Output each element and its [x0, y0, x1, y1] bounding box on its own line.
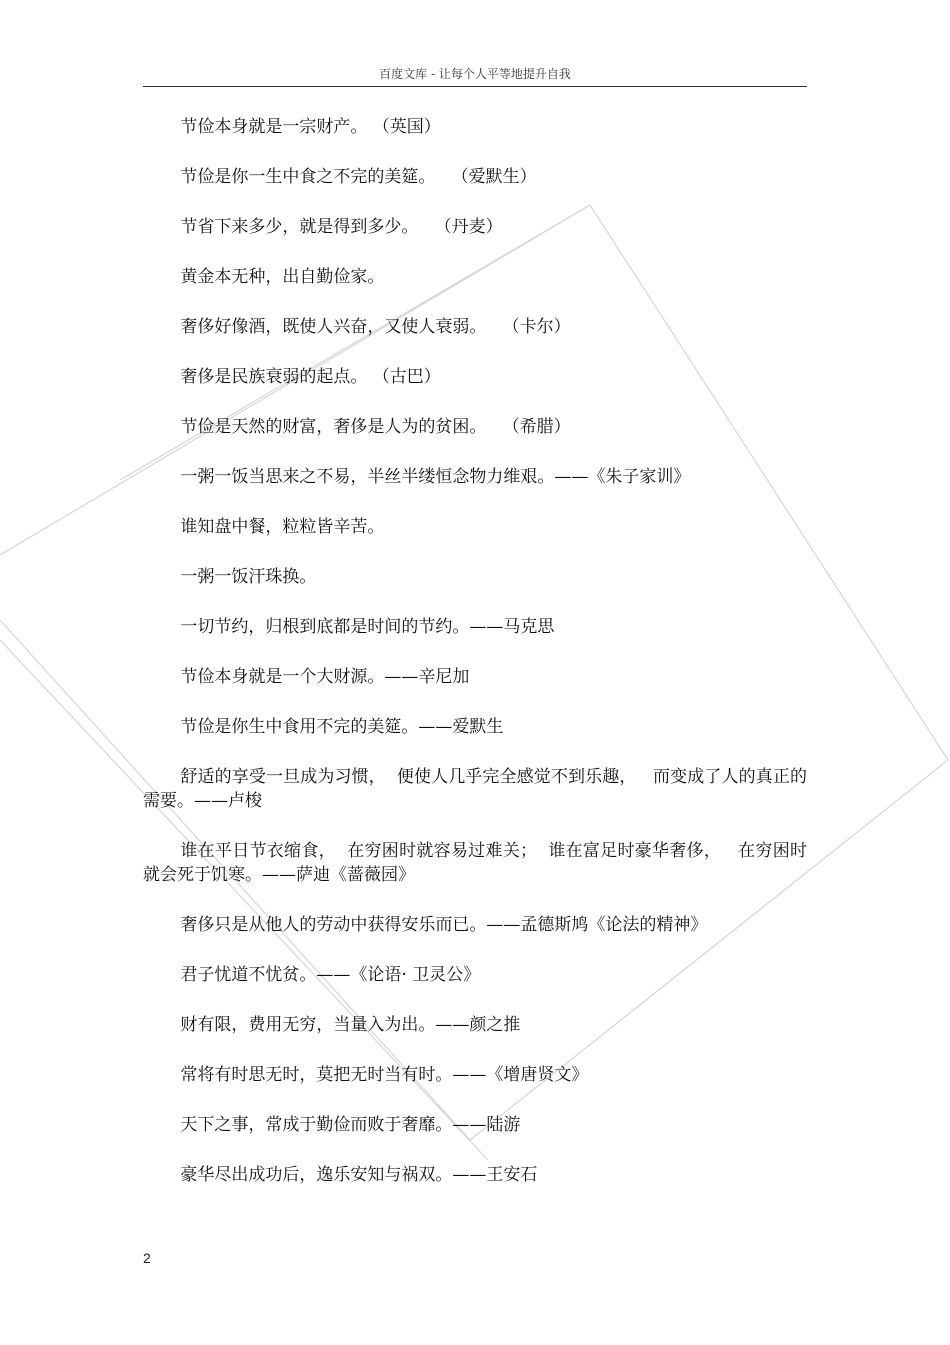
- quote-paragraph: 节俭是你一生中食之不完的美筵。 （爱默生）: [180, 167, 537, 187]
- quote-paragraph: 财有限，费用无穷，当量入为出。——颜之推: [180, 1015, 521, 1035]
- quote-paragraph: 君子忧道不忧贫。——《论语· 卫灵公》: [180, 965, 481, 985]
- quote-paragraph: 黄金本无种，出自勤俭家。: [180, 267, 385, 287]
- quote-paragraph: 节俭本身就是一宗财产。 （英国）: [180, 117, 441, 137]
- quote-paragraph: 奢侈只是从他人的劳动中获得安乐而已。——孟德斯鸠《论法的精神》: [180, 915, 708, 935]
- page-header: [143, 64, 807, 87]
- quote-paragraph: 豪华尽出成功后，逸乐安知与祸双。——王安石: [180, 1165, 538, 1185]
- quote-paragraph: 节俭是天然的财富，奢侈是人为的贫困。 （希腊）: [180, 417, 571, 437]
- quote-paragraph: 奢侈是民族衰弱的起点。 （古巴）: [180, 367, 441, 387]
- quote-paragraph: 一切节约，归根到底都是时间的节约。——马克思: [180, 617, 555, 637]
- quote-paragraph: 谁在平日节衣缩食， 在穷困时就容易过难关； 谁在富足时豪华奢侈， 在穷困时就会死于饥寒。——萨迪《蔷薇园》: [143, 841, 807, 885]
- quote-list: [143, 115, 807, 1213]
- quote-paragraph: 常将有时思无时，莫把无时当有时。——《增唐贤文》: [180, 1065, 589, 1085]
- quote-paragraph: 奢侈好像酒，既使人兴奋，又使人衰弱。 （卡尔）: [180, 317, 571, 337]
- page-number: 2: [143, 1250, 151, 1266]
- quote-paragraph: 节俭是你生中食用不完的美筵。——爱默生: [180, 717, 504, 737]
- quote-paragraph: 节俭本身就是一个大财源。——辛尼加: [180, 667, 470, 687]
- quote-paragraph: 舒适的享受一旦成为习惯， 便使人几乎完全感觉不到乐趣， 而变成了人的真正的需要。——卢梭: [143, 767, 807, 811]
- quote-paragraph: 谁知盘中餐，粒粒皆辛苦。: [180, 517, 385, 537]
- quote-paragraph: 天下之事，常成于勤俭而败于奢靡。——陆游: [180, 1115, 521, 1135]
- quote-paragraph: 一粥一饭当思来之不易，半丝半缕恒念物力维艰。——《朱子家训》: [180, 467, 691, 487]
- quote-paragraph: 节省下来多少，就是得到多少。 （丹麦）: [180, 217, 503, 237]
- header-text: 百度文库 - 让每个人平等地提升自我: [379, 67, 571, 81]
- quote-paragraph: 一粥一饭汗珠换。: [180, 567, 317, 587]
